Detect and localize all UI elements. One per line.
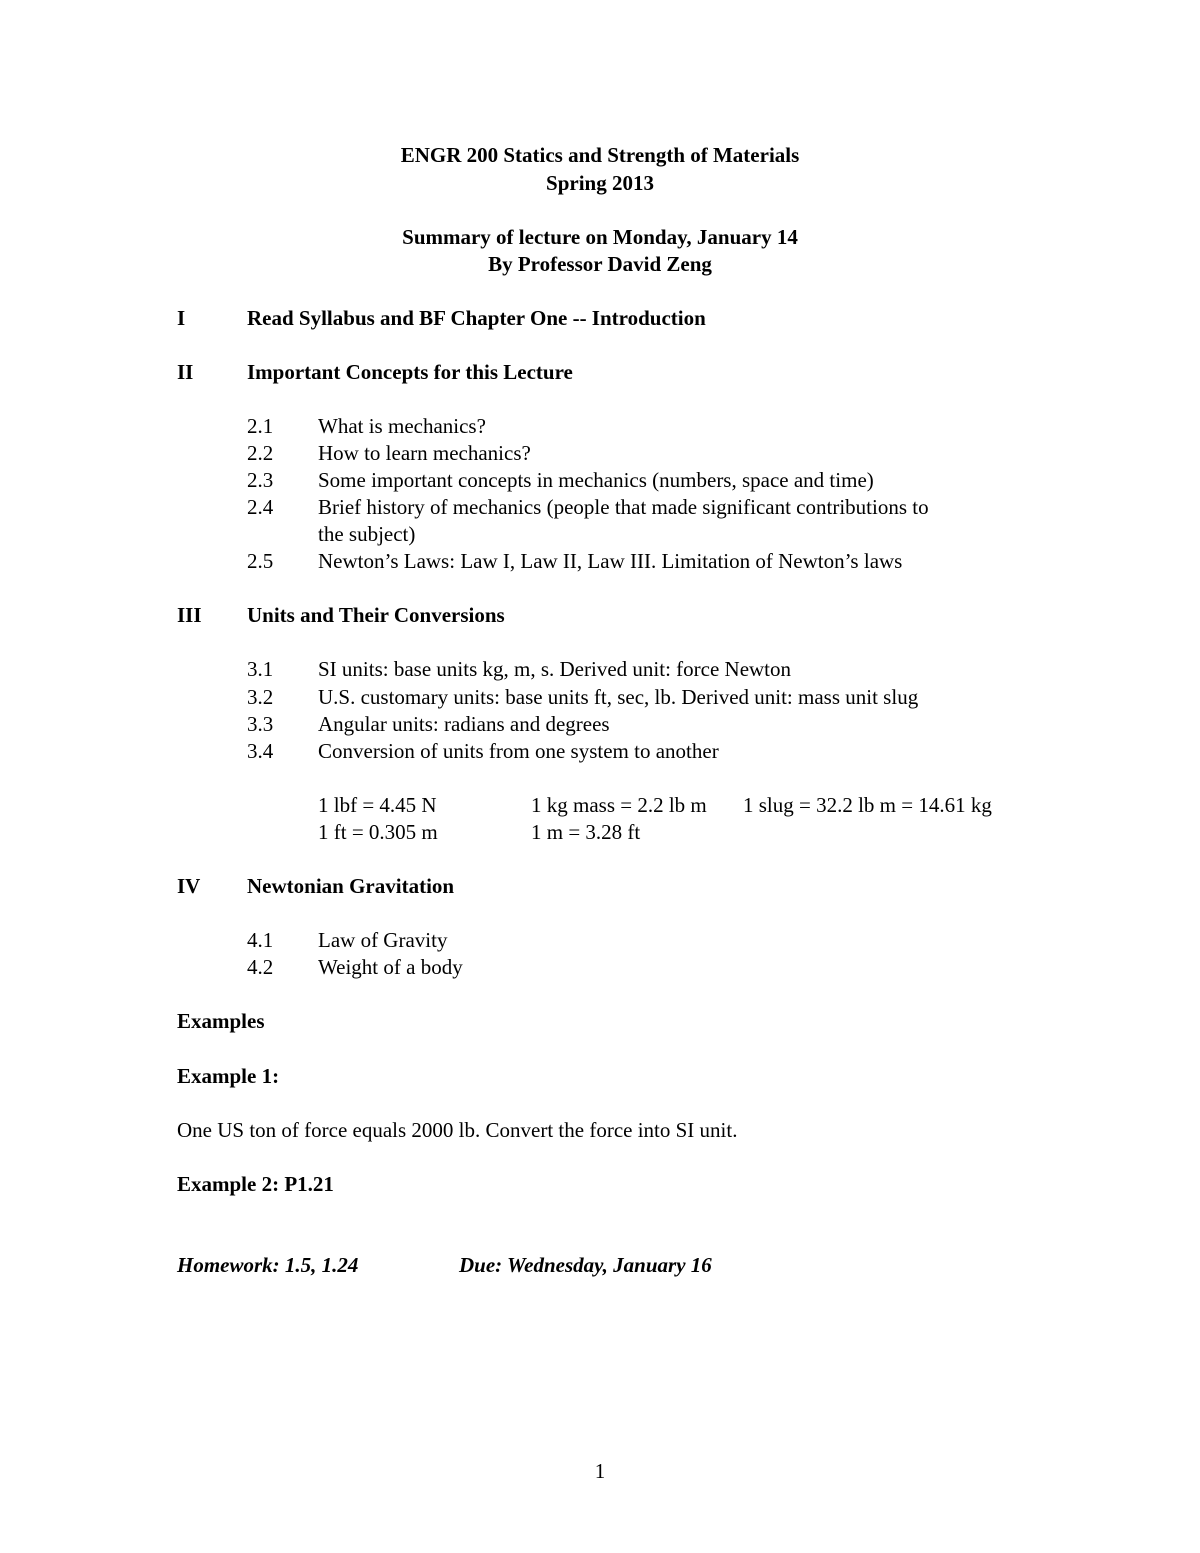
- section-numeral: III: [177, 603, 202, 627]
- example-1-heading: Example 1:: [177, 1064, 280, 1088]
- item-text: Newton’s Laws: Law I, Law II, Law III. Limitation of Newton’s laws: [318, 549, 903, 573]
- item-text: How to learn mechanics?: [318, 441, 531, 465]
- item-text: Conversion of units from one system to another: [318, 739, 719, 763]
- term: Spring 2013: [546, 171, 654, 195]
- example-1-text: One US ton of force equals 2000 lb. Convert the force into SI unit.: [177, 1118, 738, 1142]
- section-numeral: II: [177, 360, 194, 384]
- section-title: Important Concepts for this Lecture: [247, 360, 573, 384]
- item-number: 3.1: [247, 657, 274, 681]
- item-text-continuation: the subject): [318, 522, 416, 546]
- author-line: By Professor David Zeng: [488, 252, 712, 276]
- item-number: 2.4: [247, 495, 274, 519]
- lecture-summary-title: Summary of lecture on Monday, January 14: [402, 225, 798, 249]
- conversion-cell: 1 m = 3.28 ft: [531, 820, 641, 844]
- item-number: 2.2: [247, 441, 274, 465]
- homework-label: Homework: 1.5, 1.24: [177, 1253, 359, 1277]
- item-text: Some important concepts in mechanics (numbers, space and time): [318, 468, 874, 492]
- conversion-cell: 1 slug = 32.2 lb m = 14.61 kg: [743, 793, 992, 817]
- item-text: SI units: base units kg, m, s. Derived unit: force Newton: [318, 657, 792, 681]
- item-text: Law of Gravity: [318, 928, 448, 952]
- example-2-heading: Example 2: P1.21: [177, 1172, 334, 1196]
- section-title: Newtonian Gravitation: [247, 874, 455, 898]
- item-text: U.S. customary units: base units ft, sec, lb. Derived unit: mass unit slug: [318, 685, 919, 709]
- item-text: Angular units: radians and degrees: [318, 712, 610, 736]
- item-number: 4.2: [247, 955, 274, 979]
- conversion-cell: 1 ft = 0.305 m: [318, 820, 438, 844]
- item-text: Brief history of mechanics (people that made significant contributions to: [318, 495, 929, 519]
- conversion-cell: 1 kg mass = 2.2 lb m: [531, 793, 707, 817]
- course-title: ENGR 200 Statics and Strength of Materials: [400, 143, 800, 167]
- section-numeral: I: [177, 306, 186, 330]
- examples-heading: Examples: [177, 1009, 265, 1033]
- item-text: Weight of a body: [318, 955, 463, 979]
- section-title: Units and Their Conversions: [247, 603, 505, 627]
- item-number: 3.2: [247, 685, 274, 709]
- item-number: 2.1: [247, 414, 274, 438]
- page-number: 1: [594, 1459, 606, 1483]
- item-text: What is mechanics?: [318, 414, 486, 438]
- item-number: 2.5: [247, 549, 274, 573]
- item-number: 2.3: [247, 468, 274, 492]
- section-title: Read Syllabus and BF Chapter One -- Introduction: [247, 306, 706, 330]
- homework-due: Due: Wednesday, January 16: [459, 1253, 712, 1277]
- section-numeral: IV: [177, 874, 201, 898]
- item-number: 3.3: [247, 712, 274, 736]
- item-number: 4.1: [247, 928, 274, 952]
- conversion-cell: 1 lbf = 4.45 N: [318, 793, 437, 817]
- item-number: 3.4: [247, 739, 274, 763]
